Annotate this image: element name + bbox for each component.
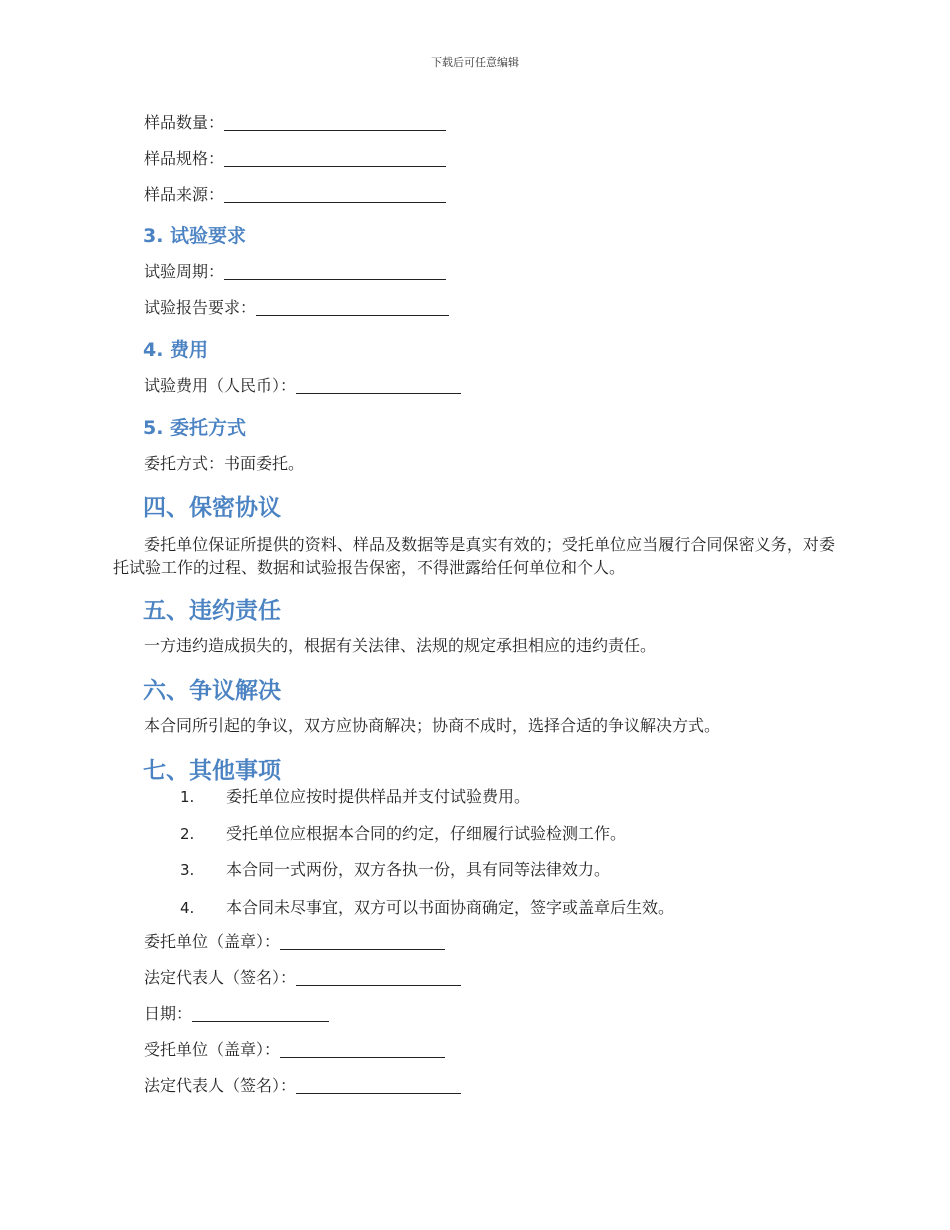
contractor-unit-label: 受托单位（盖章）： [144,1040,281,1059]
other-matters-heading: 七、其他事项 [143,758,281,784]
sample-spec-blank [224,150,446,167]
sample-spec-row [144,149,446,169]
sample-source-row [144,185,446,205]
client-rep-blank [296,969,461,986]
contractor-rep-blank [296,1077,461,1094]
list-item-number: 4. [180,899,195,917]
test-period-label: 试验周期： [144,262,225,281]
header-note: 下载后可任意编辑 [431,56,519,69]
sample-quantity-label: 样品数量： [144,113,225,132]
section-3-heading: 3. 试验要求 [143,225,247,247]
test-fee-blank [296,377,461,394]
list-item-number: 1. [180,788,195,806]
client-rep-label: 法定代表人（签名）： [144,968,297,987]
list-item-number: 2. [180,825,195,843]
client-rep-row [144,968,461,988]
contractor-rep-label: 法定代表人（签名）： [144,1076,297,1095]
list-item [180,784,530,807]
section-4-heading: 4. 费用 [143,339,209,361]
confidentiality-body: 委托单位保证所提供的资料、样品及数据等是真实有效的；受托单位应当履行合同保密义务，对委托试验工作的过程、数据和试验报告保密，不得泄露给任何单位和个人。 [113,535,835,577]
list-item-text: 本合同未尽事宜，双方可以书面协商确定，签字或盖章后生效。 [226,898,675,917]
list-item-number: 3. [180,861,195,879]
list-item [180,857,610,880]
dispute-body: 本合同所引起的争议，双方应协商解决；协商不成时，选择合适的争议解决方式。 [144,716,721,735]
date-blank [192,1005,329,1022]
report-requirement-label: 试验报告要求： [144,298,257,317]
commission-method-text: 委托方式：书面委托。 [144,454,305,473]
date-row [144,1004,329,1024]
list-item-text: 委托单位应按时提供样品并支付试验费用。 [226,787,531,806]
test-period-row [144,262,446,282]
test-fee-row [144,376,461,396]
report-requirement-blank [256,299,449,316]
contractor-unit-row [144,1040,445,1060]
list-item-text: 受托单位应根据本合同的约定，仔细履行试验检测工作。 [226,824,627,843]
date-label: 日期： [144,1004,193,1023]
confidentiality-heading: 四、保密协议 [143,495,281,521]
section-5-heading: 5. 委托方式 [143,417,247,439]
dispute-heading: 六、争议解决 [143,678,281,704]
client-unit-row [144,932,445,952]
list-item [180,895,674,918]
breach-body: 一方违约造成损失的，根据有关法律、法规的规定承担相应的违约责任。 [144,636,657,655]
sample-spec-label: 样品规格： [144,149,225,168]
sample-quantity-row [144,113,446,133]
test-fee-label: 试验费用（人民币）： [144,376,297,395]
sample-quantity-blank [224,114,446,131]
breach-heading: 五、违约责任 [143,598,281,624]
contractor-unit-blank [280,1041,445,1058]
sample-source-label: 样品来源： [144,185,225,204]
list-item [180,821,626,844]
test-period-blank [224,263,446,280]
sample-source-blank [224,186,446,203]
client-unit-blank [280,933,445,950]
list-item-text: 本合同一式两份，双方各执一份，具有同等法律效力。 [226,860,611,879]
contractor-rep-row [144,1076,461,1096]
report-requirement-row [144,298,449,318]
client-unit-label: 委托单位（盖章）： [144,932,281,951]
